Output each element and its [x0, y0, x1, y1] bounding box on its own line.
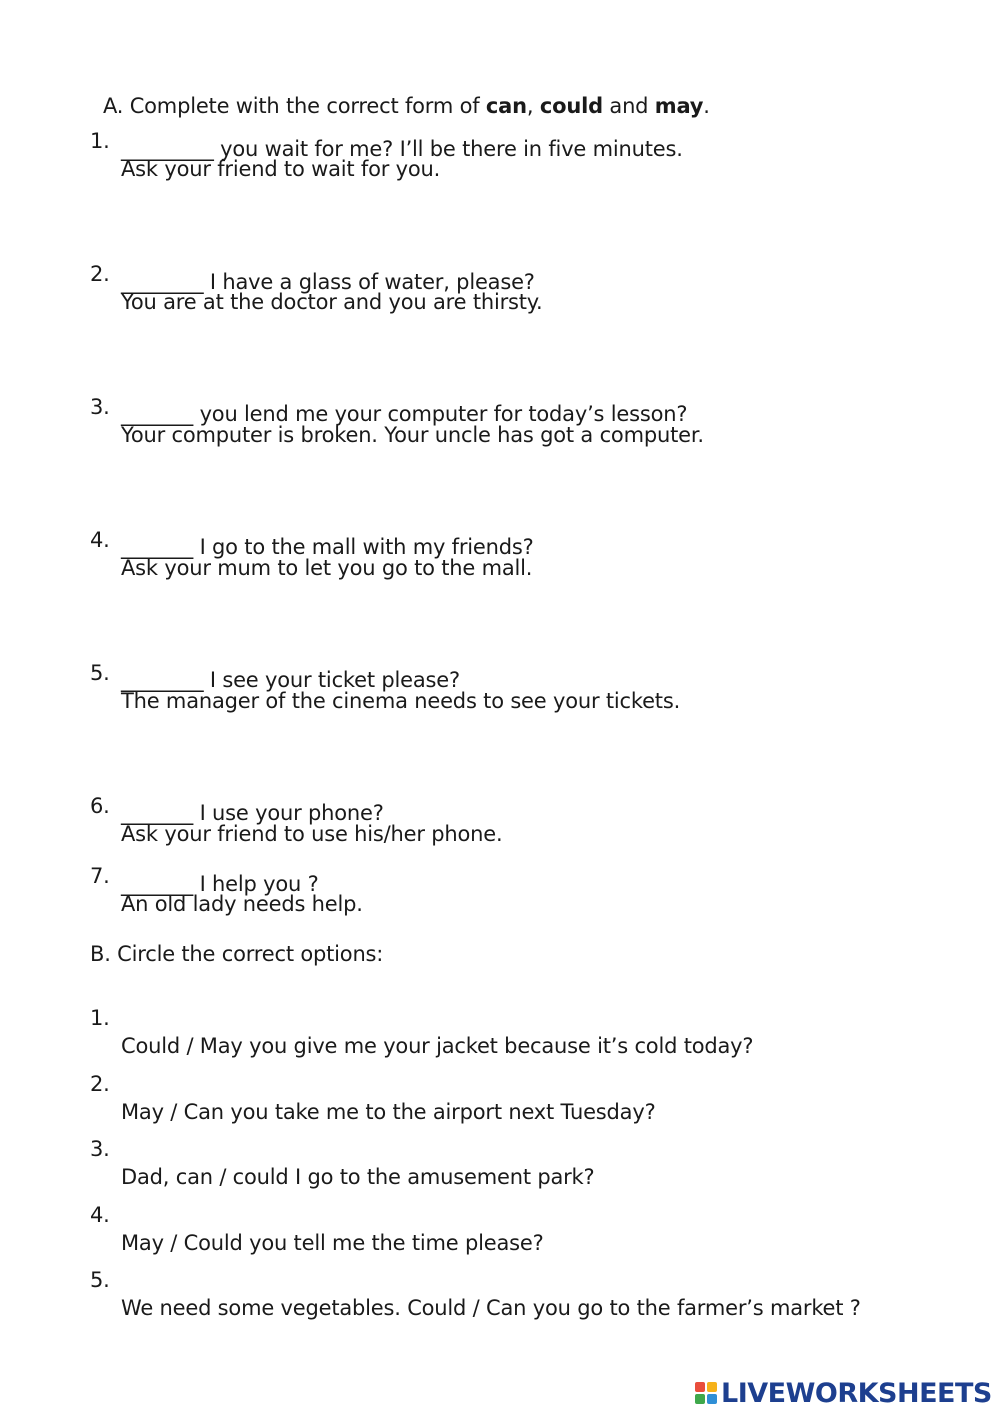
section-b-item [0, 1238, 1000, 1322]
answer-blank[interactable]: _______ [121, 402, 194, 426]
item-prompt: Ask your friend to wait for you. [121, 157, 441, 181]
item-text[interactable]: We need some vegetables. Could / Can you go to the farmer’s market ? [121, 1296, 861, 1320]
item-prompt: You are at the doctor and you are thirsty. [121, 290, 543, 314]
item-text[interactable]: May / Can you take me to the airport next Tuesday? [121, 1100, 656, 1124]
answer-blank[interactable]: _______ [121, 872, 194, 896]
answer-blank[interactable]: _______ [121, 535, 194, 559]
item-answer-line: ________ I see your ticket please? [121, 668, 460, 692]
item-number: 1. [90, 129, 110, 153]
section-b-heading: B. Circle the correct options: [90, 942, 384, 966]
item-text[interactable]: Could / May you give me your jacket because it’s cold today? [121, 1034, 754, 1058]
answer-blank[interactable]: _______ [121, 801, 194, 825]
logo-text: LIVEWORKSHEETS [721, 1377, 992, 1409]
item-number: 1. [90, 1006, 110, 1030]
item-number: 2. [90, 1072, 110, 1096]
item-number: 2. [90, 262, 110, 286]
word-could: could [539, 94, 603, 118]
liveworksheets-logo [695, 1377, 992, 1409]
item-number: 4. [90, 1203, 110, 1227]
section-a-prefix: A. Complete with the correct form of [102, 94, 486, 118]
item-number: 7. [90, 864, 110, 888]
answer-blank[interactable]: ________ [121, 668, 204, 692]
item-answer-line: _______ I go to the mall with my friends? [121, 535, 534, 559]
item-number: 4. [90, 528, 110, 552]
item-answer-line: _________ you wait for me? I’ll be there in five minutes. [121, 137, 683, 161]
item-prompt: The manager of the cinema needs to see your tickets. [121, 689, 681, 713]
answer-blank[interactable]: _________ [121, 137, 214, 161]
item-number: 5. [90, 1268, 110, 1292]
item-prompt: Ask your friend to use his/her phone. [121, 822, 503, 846]
word-can: can [485, 94, 527, 118]
item-text[interactable]: Dad, can / could I go to the amusement park? [121, 1165, 595, 1189]
logo-blocks-icon [695, 1382, 717, 1404]
word-may: may [654, 94, 704, 118]
item-number: 6. [90, 794, 110, 818]
section-a-heading: A. Complete with the correct form of can, could and may. [102, 94, 710, 118]
item-number: 5. [90, 661, 110, 685]
item-prompt: An old lady needs help. [121, 892, 363, 916]
item-prompt: Your computer is broken. Your uncle has got a computer. [121, 423, 704, 447]
item-prompt: Ask your mum to let you go to the mall. [121, 556, 533, 580]
answer-blank[interactable]: ________ [121, 270, 204, 294]
item-answer-line: ________ I have a glass of water, please? [121, 270, 535, 294]
item-number: 3. [90, 1137, 110, 1161]
item-answer-line: _______ I help you ? [121, 872, 319, 896]
item-number: 3. [90, 395, 110, 419]
item-text[interactable]: May / Could you tell me the time please? [121, 1231, 544, 1255]
item-answer-line: _______ you lend me your computer for today’s lesson? [121, 402, 688, 426]
item-answer-line: _______ I use your phone? [121, 801, 384, 825]
